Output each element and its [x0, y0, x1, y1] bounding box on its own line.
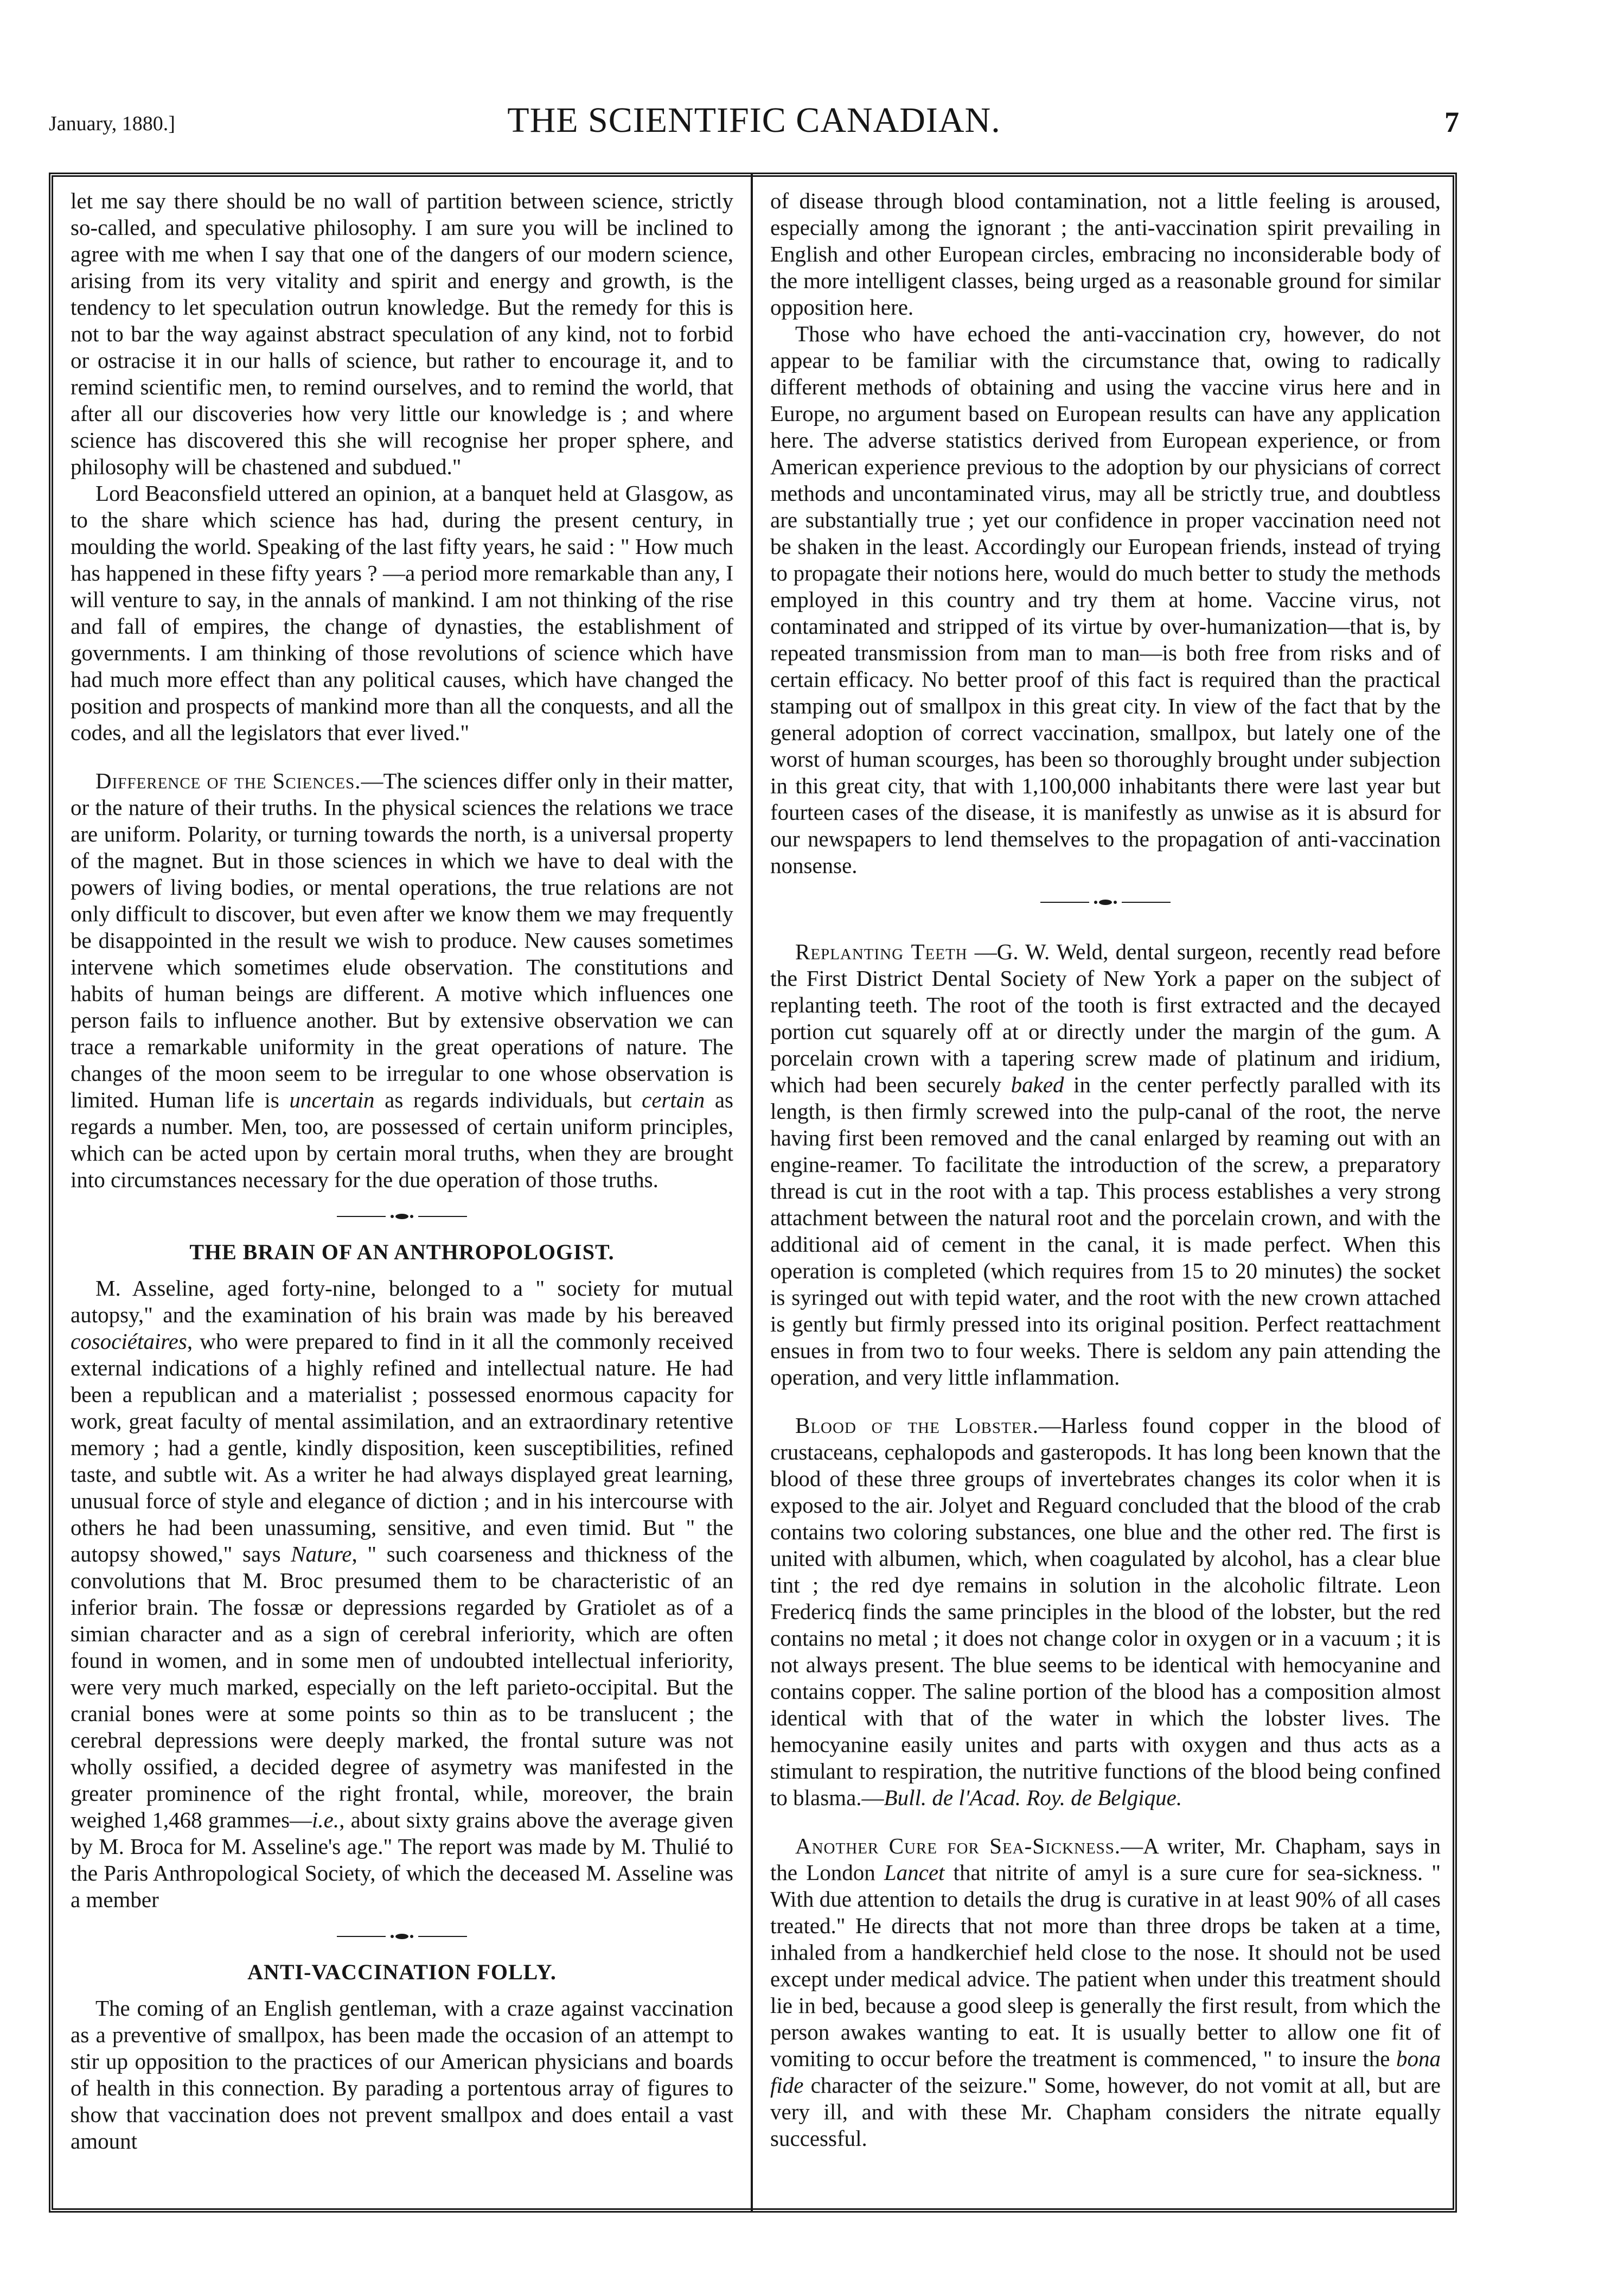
- text-run: , about sixty grains above the average given by M. Broca for M. Asseline's age." The report was made by M. Thulié to the Paris Anthropological Society, of which the deceased M. Asseline was a member: [71, 1807, 733, 1912]
- text-run: , " such coarseness and thickness of the convolutions that M. Broc presumed them to be characteristic of an inferior brain. The fossæ or depressions regarded by Gratiolet as of a simian character and as a sign of cerebral inferiority, which are often found in women, and in some men of undoubted intellectual inferiority, were very much marked, especially on the left parieto-occipital. But the cranial bones were at some points so thin as to be translucent ; the cerebral depressions were deeply marked, the frontal suture was not wholly ossified, a decided degree of asymetry was manifested in the greater prominence of the right frontal, while, moreover, the brain weighed 1,468 grammes—: [71, 1541, 733, 1832]
- heading-brain-anthropologist: THE BRAIN OF AN ANTHROPOLOGIST.: [189, 1240, 615, 1264]
- text-run: , who were prepared to find in it all the commonly received external indications of a highly refined and intellectual nature. He had been a republican and a materialist ; possessed enormous capacity for work, great faculty of mental assimilation, and an extraordinary retentive memory ; had a gentle, kindly disposition, keen susceptibilities, refined taste, and subtle wit. As a writer he had always displayed great learning, unusual force of style and elegance of diction ; and in his intercourse with others he had been unassuming, sensitive, and even timid. But " the autopsy showed," says: [71, 1329, 733, 1566]
- article-continuation: of disease through blood contamination, not a little feeling is aroused, especially among the ignorant ; the anti-vaccination spirit prevailing in English and other European circles, embracing no inconsiderable body of the more intelligent classes, being urged as a reasonable ground for similar opposition here.: [770, 188, 1441, 320]
- citation: Bull. de l'Acad. Roy. de Belgique.: [884, 1785, 1182, 1810]
- paragraph-asseline: [71, 1275, 733, 1913]
- text-run: M. Asseline, aged forty-nine, belonged to a " society for mutual autopsy," and the examination of his brain was made by his bereaved: [71, 1276, 733, 1327]
- text-run: as regards individuals, but: [374, 1087, 642, 1112]
- paragraph-replanting-teeth: [770, 939, 1441, 1391]
- italic-run: certain: [642, 1087, 705, 1112]
- page-number: 7: [1444, 106, 1459, 138]
- heading-anti-vaccination: ANTI-VACCINATION FOLLY.: [247, 1960, 557, 1984]
- section-lead: Blood of the Lobster.: [795, 1413, 1039, 1438]
- page-header: [49, 97, 1459, 156]
- section-lead: Another Cure for Sea-Sickness.: [795, 1833, 1121, 1858]
- right-column: [770, 188, 1441, 2152]
- publication-title: THE SCIENTIFIC CANADIAN.: [507, 100, 1001, 140]
- ornamental-rule-icon: [1035, 893, 1176, 912]
- section-lead: Replanting Teeth: [795, 939, 968, 964]
- text-run: —A writer, Mr. Chapham, says in the London: [770, 1833, 1441, 1885]
- italic-run: baked: [1011, 1072, 1064, 1097]
- italic-run: i.e.: [312, 1807, 340, 1832]
- text-run: —G. W. Weld, dental surgeon, recently read before the First District Dental Society of New York a paper on the subject of replanting teeth. The root of the tooth is first extracted and the decayed portion cut squarely off at or directly under the margin of the gum. A porcelain crown with a tapering screw made of platinum and iridium, which had been securely: [770, 939, 1441, 1097]
- spacer: [71, 746, 733, 768]
- italic-run: uncertain: [289, 1087, 375, 1112]
- section-lead: Difference of the Sciences.: [95, 768, 361, 793]
- paragraph-beaconsfield: Lord Beaconsfield uttered an opinion, at a banquet held at Glasgow, as to the share which science has had, during the present century, in moulding the world. Speaking of the last fifty years, he said : " How much has happened in these fifty years ? —a period more remarkable than any, I will venture to say, in the annals of mankind. I am not thinking of the rise and fall of empires, the change of dynasties, the establishment of governments. I am thinking of those revolutions of science which have had much more effect than any political causes, which have changed the position and prospects of mankind more than all the conquests, and all the codes, and all the legislators that ever lived.": [71, 481, 733, 745]
- paragraph-vaccination-methods: Those who have echoed the anti-vaccination cry, however, do not appear to be familiar with the circumstance that, owing to radically different methods of obtaining and using the vaccine virus here and in Europe, no argument based on European results can have any application here. The adverse statistics derived from European experience, or from American experience previous to the adoption by our physicians of correct methods and uncontaminated virus, may all be strictly true, and doubtless are substantially true ; yet our confidence in proper vaccination need not be shaken in the least. Accordingly our European friends, instead of trying to propagate their notions here, would do much better to study the methods employed in this country and try them at home. Vaccine virus, not contaminated and stripped of its virtue by over-humanization—that is, by repeated transmission from man to man—is both free from risks and of certain efficacy. No better proof of this fact is required than the practical stamping out of smallpox in this great city. In view of the fact that by the general adoption of correct vaccination, smallpox, but lately one of the worst of human scourges, has been so thoroughly brought under subjection in this great city, that with 1,100,000 inhabitants there were last year but fourteen cases of the disease, it is manifestly as unwise as it is absurd for our newspapers to lend themselves to the propagation of anti-vaccination nonsense.: [770, 321, 1441, 878]
- italic-run: Lancet: [884, 1860, 945, 1885]
- spacer: [770, 1811, 1441, 1833]
- paragraph-blood-lobster: [770, 1412, 1441, 1811]
- text-run: —Harless found copper in the blood of crustaceans, cephalopods and gasteropods. It has long been known that the blood of these three groups of invertebrates changes its color when it is exposed to the air. Jolyet and Reguard concluded that the blood of the crab contains two coloring substances, one blue and the other red. The first is united with albumen, which, when coagulated by alcohol, has a clear blue tint ; the red dye remains in solution in the alcoholic filtrate. Leon Fredericq finds the same principles in the blood of the lobster, but the red contains no metal ; it does not change color in oxygen or in a vacuum ; it is not always present. The blue seems to be identical with hemocyanine and contains copper. The saline portion of the blood has a composition almost identical with that of the water in which the lobster lives. The hemocyanine easily unites and parts with oxygen and thus acts as a stimulant to respiration, the nutritive functions of the blood being confined to blasma.—: [770, 1413, 1441, 1810]
- spacer: [770, 1391, 1441, 1412]
- article-continuation: let me say there should be no wall of partition between science, strictly so-called, and speculative philosophy. I am sure you will be inclined to agree with me when I say that one of the dangers of our modern science, arising from its very vitality and spirit and energy and growth, is the tendency to let speculation outrun knowledge. But the remedy for this is not to bar the way against abstract speculation of any kind, not to forbid or ostracise it in our halls of science, but rather to encourage it, and to remind scientific men, to remind ourselves, and to remind the world, that after all our discoveries how very little our knowledge is ; and where science has discovered this she will recognise her proper sphere, and philosophy will be chastened and subdued.": [71, 188, 733, 479]
- text-run: that nitrite of amyl is a sure cure for sea-sickness. " With due attention to details the drug is curative in at least 90% of all cases treated." He directs that not more than three drops be taken at a time, inhaled from a handkerchief held close to the nose. It should not be used except under medical advice. The patient when under this treatment should lie in bed, because a good sleep is generally the first result, from which the person awakes wanting to eat. It is usually better to allow one fit of vomiting to occur before the treatment is commenced, " to insure the: [770, 1860, 1441, 2071]
- paragraph-anti-vaccination: The coming of an English gentleman, with a craze against vaccination as a preventive of smallpox, has been made the occasion of an attempt to stir up opposition to the practices of our American physicians and boards of health in this connection. By parading a portentous array of figures to show that vaccination does not prevent smallpox and does entail a vast amount: [71, 1996, 733, 2153]
- spacer: [770, 917, 1441, 939]
- italic-run: cosociétaires: [71, 1329, 187, 1354]
- text-run: —The sciences differ only in their matter, or the nature of their truths. In the physical sciences the relations we trace are uniform. Polarity, or turning towards the north, is a universal property of the magnet. But in those sciences in which we have to deal with the powers of living bodies, or mental operations, the true relations are not only difficult to discover, but even after we know them we may frequently be disappointed in the result we wish to produce. New causes sometimes intervene which sometimes elude observation. The constitutions and habits of human beings are different. A motive which influences one person fails to influence another. But by extensive observation we can trace a remarkable uniformity in the great operations of nature. The changes of the moon seem to be irregular to one whose observation is limited. Human life is: [71, 768, 734, 1112]
- italic-run: Nature: [291, 1541, 352, 1566]
- column-divider: [751, 173, 753, 2213]
- ornamental-rule-icon: [331, 1207, 472, 1226]
- paragraph-difference-of-sciences: [71, 768, 733, 1193]
- text-run: as regards a number. Men, too, are possessed of certain uniform principles, which can be acted upon by certain moral truths, when they are brought into circumstances necessary for the due operation of those truths.: [71, 1087, 734, 1192]
- paragraph-sea-sickness: [770, 1833, 1441, 2152]
- text-run: character of the seizure." Some, however, do not vomit at all, but are very ill, and with these Mr. Chapham considers the nitrate equally successful.: [770, 2073, 1441, 2151]
- issue-date: January, 1880.]: [49, 112, 175, 135]
- italic-run: bona fide: [770, 2046, 1441, 2098]
- left-column: [71, 188, 733, 2155]
- ornamental-rule-icon: [331, 1927, 472, 1946]
- text-run: in the center perfectly paralled with its length, is then firmly screwed into the pulp-canal of the root, the nerve having first been removed and the canal enlarged by reaming out with an engine-reamer. To facilitate the introduction of the screw, a preparatory thread is cut in the root with a tap. This process establishes a very strong attachment between the natural root and the porcelain crown, and with the additional aid of cement in the canal, it is made perfect. When this operation is completed (which requires from 15 to 20 minutes) the socket is syringed out with tepid water, and the root with the new crown attached is gently but firmly pressed into its original position. Perfect reattachment ensues in from two to four weeks. There is seldom any pain attending the operation, and very little inflammation.: [770, 1072, 1441, 1390]
